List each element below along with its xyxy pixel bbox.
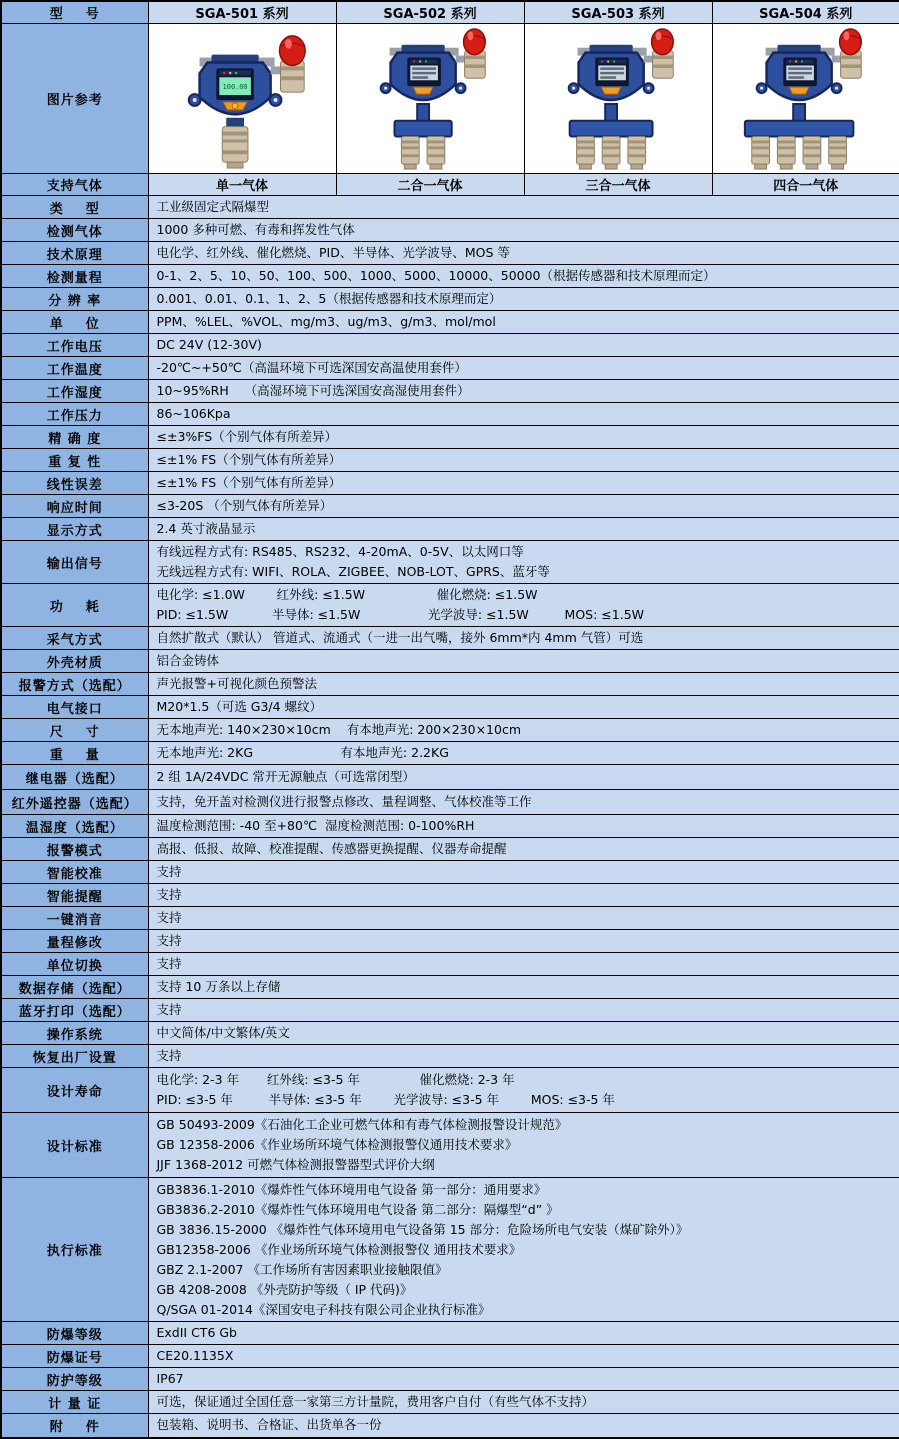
keypad-buttons <box>601 87 621 94</box>
spec-row-label: 检测气体 <box>1 219 148 242</box>
spec-value-line: IP67 <box>157 1369 894 1389</box>
spec-row-value <box>148 1368 899 1391</box>
spec-value-line: 温度检测范围: -40 至+80℃ 湿度检测范围: 0-100%RH <box>157 816 894 836</box>
spec-row-label: 外壳材质 <box>1 650 148 673</box>
spec-row-label: 防护等级 <box>1 1368 148 1391</box>
spec-row-value <box>148 884 899 907</box>
spec-row-label: 继电器（选配） <box>1 765 148 790</box>
spec-row-label: 工作压力 <box>1 403 148 426</box>
model-header-2: SGA-502 系列 <box>336 1 524 24</box>
manifold-bar <box>569 120 652 136</box>
gas-type-cell-4: 四合一气体 <box>712 174 899 196</box>
spec-value-line: 无线远程方式有: WIFI、ROLA、ZIGBEE、NOB-LOT、GPRS、蓝牙等 <box>157 562 894 582</box>
spec-row-value <box>148 219 899 242</box>
spec-row-label: 计 量 证 <box>1 1391 148 1414</box>
device-image-1 <box>149 25 337 173</box>
spec-row-value <box>148 1345 899 1368</box>
detector-body <box>188 54 281 127</box>
spec-row-value <box>148 696 899 719</box>
spec-value-line: GB 3836.15-2000 《爆炸性气体环境用电气设备第 15 部分：危险场所电气安装（煤矿除外）》 <box>157 1220 894 1240</box>
spec-value-line: 支持 <box>157 931 894 951</box>
spec-row-value <box>148 673 899 696</box>
spec-row-label: 量程修改 <box>1 930 148 953</box>
spec-value-line: GBZ 2.1-2007 《工作场所有害因素职业接触限值》 <box>157 1260 894 1280</box>
spec-row-value <box>148 1414 899 1438</box>
spec-row-label: 温湿度（选配） <box>1 815 148 838</box>
spec-row-value <box>148 334 899 357</box>
spec-value-line: PID: ≤1.5W 半导体: ≤1.5W 光学波导: ≤1.5W MOS: ≤1.5W <box>157 605 894 625</box>
spec-row-label: 采气方式 <box>1 627 148 650</box>
device-image-cell-4 <box>712 24 899 174</box>
spec-row-value <box>148 495 899 518</box>
spec-value-line: ≤±3%FS（个别气体有所差异） <box>157 427 894 447</box>
spec-value-line: CE20.1135X <box>157 1346 894 1366</box>
spec-row-label: 红外遥控器（选配） <box>1 790 148 815</box>
spec-row-label: 重 复 性 <box>1 449 148 472</box>
sensor-heads <box>401 136 444 169</box>
spec-row-value <box>148 1391 899 1414</box>
spec-value-line: Q/SGA 01-2014《深国安电子科技有限公司企业执行标准》 <box>157 1300 894 1320</box>
keypad-buttons <box>413 87 433 94</box>
spec-row-label: 防爆等级 <box>1 1322 148 1345</box>
spec-value-line: 铝合金铸体 <box>157 651 894 671</box>
sensor-head <box>222 126 248 167</box>
spec-row-value <box>148 196 899 219</box>
spec-row-label: 附 件 <box>1 1414 148 1438</box>
device-image-4 <box>713 25 899 173</box>
spec-row-label: 单位切换 <box>1 953 148 976</box>
spec-value-line: 支持 10 万条以上存储 <box>157 977 894 997</box>
spec-row-value <box>148 650 899 673</box>
spec-row-value <box>148 541 899 584</box>
spec-row-value <box>148 311 899 334</box>
spec-row-value <box>148 999 899 1022</box>
spec-value-line: ExdII CT6 Gb <box>157 1323 894 1343</box>
spec-value-line: 2.4 英寸液晶显示 <box>157 519 894 539</box>
spec-value-line: 包装箱、说明书、合格证、出货单各一份 <box>157 1415 894 1435</box>
spec-row-label: 一键消音 <box>1 907 148 930</box>
spec-value-line: PPM、%LEL、%VOL、mg/m3、ug/m3、g/m3、mol/mol <box>157 312 894 332</box>
device-image-cell-3 <box>524 24 712 174</box>
spec-value-line: GB3836.1-2010《爆炸性气体环境用电气设备 第一部分：通用要求》 <box>157 1180 894 1200</box>
screen-reading: 100.00 <box>222 83 247 91</box>
spec-value-line: 2 组 1A/24VDC 常开无源触点（可选常闭型） <box>157 767 894 787</box>
spec-row-label: 显示方式 <box>1 518 148 541</box>
spec-row-value <box>148 357 899 380</box>
keypad-buttons <box>789 87 809 94</box>
spec-value-line: GB 12358-2006《作业场所环境气体检测报警仪通用技术要求》 <box>157 1135 894 1155</box>
spec-row-value <box>148 1068 899 1113</box>
spec-row-label: 电气接口 <box>1 696 148 719</box>
spec-row-value <box>148 265 899 288</box>
gas-type-cell-1: 单一气体 <box>148 174 336 196</box>
spec-value-line: 电化学: ≤1.0W 红外线: ≤1.5W 催化燃烧: ≤1.5W <box>157 585 894 605</box>
sensor-heads <box>576 136 645 169</box>
spec-value-line: DC 24V (12-30V) <box>157 335 894 355</box>
spec-value-line: 高报、低报、故障、校准提醒、传感器更换提醒、仪器寿命提醒 <box>157 839 894 859</box>
spec-row-label: 类 型 <box>1 196 148 219</box>
model-header-4: SGA-504 系列 <box>712 1 899 24</box>
spec-value-line: -20℃~+50℃（高温环境下可选深国安高温使用套件） <box>157 358 894 378</box>
model-header-3: SGA-503 系列 <box>524 1 712 24</box>
device-image-cell-1 <box>148 24 336 174</box>
spec-row-value <box>148 1113 899 1178</box>
sensor-heads <box>751 136 846 169</box>
spec-value-line: 中文简体/中文繁体/英文 <box>157 1023 894 1043</box>
spec-row-value <box>148 449 899 472</box>
spec-row-value <box>148 584 899 627</box>
spec-row-label: 设计标准 <box>1 1113 148 1178</box>
spec-value-line: ≤±1% FS（个别气体有所差异） <box>157 473 894 493</box>
spec-row-value <box>148 838 899 861</box>
spec-row-value <box>148 930 899 953</box>
device-image-cell-2 <box>336 24 524 174</box>
spec-value-line: 0.001、0.01、0.1、1、2、5（根据传感器和技术原理而定） <box>157 289 894 309</box>
gas-type-cell-3: 三合一气体 <box>524 174 712 196</box>
spec-row-label: 响应时间 <box>1 495 148 518</box>
spec-row-value <box>148 426 899 449</box>
spec-row-label: 数据存储（选配） <box>1 976 148 999</box>
spec-row-label: 工作温度 <box>1 357 148 380</box>
spec-value-line: 自然扩散式（默认） 管道式、流通式（一进一出气嘴，接外 6mm*内 4mm 气管）可选 <box>157 628 894 648</box>
spec-row-label: 线性误差 <box>1 472 148 495</box>
row-label-image: 图片参考 <box>1 24 148 174</box>
spec-value-line: 支持 <box>157 885 894 905</box>
spec-row-label: 智能提醒 <box>1 884 148 907</box>
spec-row-value <box>148 1022 899 1045</box>
spec-row-value <box>148 288 899 311</box>
spec-row-label: 设计寿命 <box>1 1068 148 1113</box>
alarm-beacon-icon <box>831 28 861 77</box>
spec-row-value <box>148 380 899 403</box>
spec-row-value <box>148 472 899 495</box>
spec-row-label: 报警模式 <box>1 838 148 861</box>
spec-value-line: GB 4208-2008 《外壳防护等级（ IP 代码)》 <box>157 1280 894 1300</box>
alarm-beacon-icon <box>455 28 485 77</box>
gas-type-cell-2: 二合一气体 <box>336 174 524 196</box>
spec-row-value <box>148 627 899 650</box>
spec-row-label: 功 耗 <box>1 584 148 627</box>
spec-row-value <box>148 403 899 426</box>
spec-row-value <box>148 518 899 541</box>
spec-row-label: 精 确 度 <box>1 426 148 449</box>
spec-row-label: 工作电压 <box>1 334 148 357</box>
spec-value-line: PID: ≤3-5 年 半导体: ≤3-5 年 光学波导: ≤3-5 年 MOS: ≤3-5 年 <box>157 1090 894 1110</box>
alarm-beacon-icon <box>643 28 673 77</box>
spec-value-line: 支持 <box>157 954 894 974</box>
spec-value-line: 0-1、2、5、10、50、100、500、1000、5000、10000、50000（根据传感器和技术原理而定） <box>157 266 894 286</box>
spec-row-value <box>148 861 899 884</box>
spec-row-value <box>148 790 899 815</box>
spec-value-line: JJF 1368-2012 可燃气体检测报警器型式评价大纲 <box>157 1155 894 1175</box>
spec-value-line: 有线远程方式有: RS485、RS232、4-20mA、0-5V、以太网口等 <box>157 542 894 562</box>
device-image-2 <box>337 25 525 173</box>
spec-row-value <box>148 742 899 765</box>
row-label-model: 型 号 <box>1 1 148 24</box>
spec-value-line: 支持 <box>157 862 894 882</box>
device-image-3 <box>525 25 713 173</box>
spec-value-line: 可选，保证通过全国任意一家第三方计量院，费用客户自付（有些气体不支持） <box>157 1392 894 1412</box>
spec-row-label: 尺 寸 <box>1 719 148 742</box>
spec-value-line: 电化学、红外线、催化燃烧、PID、半导体、光学波导、MOS 等 <box>157 243 894 263</box>
manifold-bar <box>744 120 853 136</box>
spec-row-label: 单 位 <box>1 311 148 334</box>
spec-row-label: 蓝牙打印（选配） <box>1 999 148 1022</box>
spec-row-label: 工作湿度 <box>1 380 148 403</box>
spec-value-line: ≤±1% FS（个别气体有所差异） <box>157 450 894 470</box>
spec-value-line: M20*1.5（可选 G3/4 螺纹） <box>157 697 894 717</box>
spec-row-value <box>148 907 899 930</box>
spec-value-line: 支持 <box>157 1000 894 1020</box>
spec-row-value <box>148 1045 899 1068</box>
alarm-beacon-icon <box>270 35 305 91</box>
detector-body <box>568 44 653 136</box>
spec-value-line: 无本地声光: 140×230×10cm 有本地声光: 200×230×10cm <box>157 720 894 740</box>
spec-value-line: 支持 <box>157 1046 894 1066</box>
spec-row-label: 输出信号 <box>1 541 148 584</box>
detector-body <box>380 44 465 136</box>
spec-row-value <box>148 719 899 742</box>
spec-value-line: GB 50493-2009《石油化工企业可燃气体和有毒气体检测报警设计规范》 <box>157 1115 894 1135</box>
spec-row-label: 智能校准 <box>1 861 148 884</box>
spec-row-value <box>148 815 899 838</box>
spec-row-label: 分 辨 率 <box>1 288 148 311</box>
spec-row-label: 恢复出厂设置 <box>1 1045 148 1068</box>
spec-value-line: 工业级固定式隔爆型 <box>157 197 894 217</box>
spec-value-line: GB12358-2006 《作业场所环境气体检测报警仪 通用技术要求》 <box>157 1240 894 1260</box>
spec-value-line: ≤3-20S （个别气体有所差异） <box>157 496 894 516</box>
spec-row-label: 技术原理 <box>1 242 148 265</box>
spec-row-value <box>148 1178 899 1322</box>
spec-row-label: 防爆证号 <box>1 1345 148 1368</box>
row-label-gas: 支持气体 <box>1 174 148 196</box>
spec-row-label: 操作系统 <box>1 1022 148 1045</box>
spec-row-label: 检测量程 <box>1 265 148 288</box>
spec-row-value <box>148 242 899 265</box>
spec-value-line: 支持，免开盖对检测仪进行报警点修改、量程调整、气体校准等工作 <box>157 792 894 812</box>
spec-value-line: 86~106Kpa <box>157 404 894 424</box>
model-header-1: SGA-501 系列 <box>148 1 336 24</box>
spec-row-value <box>148 765 899 790</box>
spec-value-line: 声光报警+可视化颜色预警法 <box>157 674 894 694</box>
spec-value-line: 电化学: 2-3 年 红外线: ≤3-5 年 催化燃烧: 2-3 年 <box>157 1070 894 1090</box>
spec-row-value <box>148 953 899 976</box>
spec-value-line: 10~95%RH （高湿环境下可选深国安高湿使用套件） <box>157 381 894 401</box>
spec-value-line: 支持 <box>157 908 894 928</box>
spec-value-line: 1000 多种可燃、有毒和挥发性气体 <box>157 220 894 240</box>
manifold-bar <box>394 120 451 136</box>
spec-row-label: 重 量 <box>1 742 148 765</box>
spec-row-label: 执行标准 <box>1 1178 148 1322</box>
spec-value-line: 无本地声光: 2KG 有本地声光: 2.2KG <box>157 743 894 763</box>
spec-row-label: 报警方式（选配） <box>1 673 148 696</box>
spec-value-line: GB3836.2-2010《爆炸性气体环境用电气设备 第二部分：隔爆型“d” 》 <box>157 1200 894 1220</box>
spec-row-value <box>148 1322 899 1345</box>
spec-row-value <box>148 976 899 999</box>
